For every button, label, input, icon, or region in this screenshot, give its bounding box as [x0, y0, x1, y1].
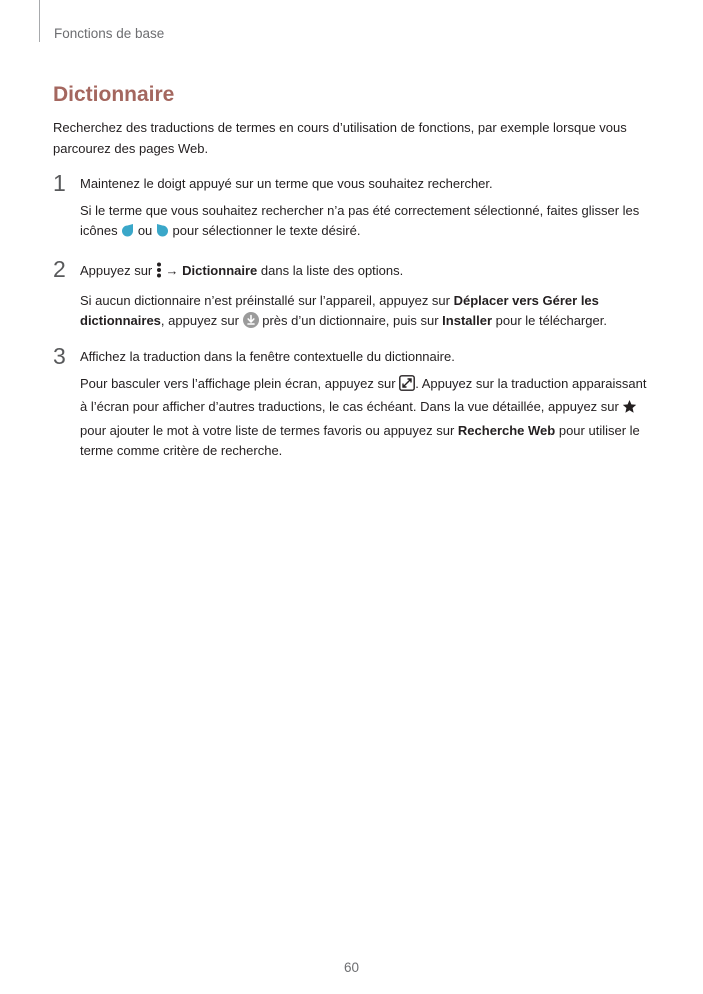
- step-2-main-prefix: Appuyez sur: [80, 263, 153, 278]
- step-3-main: Affichez la traduction dans la fenêtre contextuelle du dictionnaire.: [80, 349, 455, 364]
- arrow-symbol: →: [165, 263, 179, 278]
- step-3-detail: [80, 374, 650, 462]
- step-2-detail-text-4: pour le télécharger.: [495, 313, 607, 328]
- step-3-detail-text-2: . Appuyez sur la traduction apparaissant à l’écran pour afficher d’autres traductions, le cas échéant. Dans la vue détaillée, appuyez sur: [80, 375, 647, 414]
- more-options-icon: [156, 262, 162, 285]
- step-3: [80, 347, 650, 462]
- left-selection-handle-icon: [121, 223, 134, 245]
- step-3-number: 3: [53, 343, 66, 369]
- page-title: Dictionnaire: [53, 83, 175, 106]
- step-1-main: Maintenez le doigt appuyé sur un terme que vous souhaitez rechercher.: [80, 176, 493, 191]
- step-1-detail-or: ou: [137, 223, 153, 238]
- download-icon: [243, 312, 259, 335]
- step-1-detail-text: Si le terme que vous souhaitez rechercher n’a pas été correctement sélectionné, faites glisser les icônes: [80, 202, 640, 238]
- dictionary-option-label: Dictionnaire: [182, 263, 258, 278]
- right-selection-handle-icon: [156, 223, 169, 245]
- step-2-number: 2: [53, 256, 66, 282]
- step-1-number: 1: [53, 170, 66, 196]
- section-header: Fonctions de base: [54, 26, 165, 41]
- step-2: [80, 261, 650, 335]
- step-1-detail: [80, 201, 650, 245]
- step-3-detail-text-3: pour ajouter le mot à votre liste de termes favoris ou appuyez sur: [80, 422, 455, 438]
- intro-paragraph: Recherchez des traductions de termes en cours d’utilisation de fonctions, par exemple lorsque vous parcourez des pages Web.: [53, 120, 627, 156]
- step-1: [80, 174, 650, 245]
- step-2-detail: [80, 291, 650, 335]
- page-number: 60: [343, 960, 360, 975]
- step-2-detail-text: Si aucun dictionnaire n’est préinstallé sur l’appareil, appuyez sur: [80, 292, 450, 308]
- manage-dictionaries-label: Déplacer vers Gérer les dictionnaires: [80, 292, 599, 328]
- web-search-label: Recherche Web: [457, 422, 556, 438]
- expand-fullscreen-icon: [399, 375, 415, 398]
- header-rule: [39, 0, 40, 42]
- step-2-detail-text-3: près d’un dictionnaire, puis sur: [262, 313, 439, 328]
- step-3-detail-text: Pour basculer vers l’affichage plein écran, appuyez sur: [80, 375, 396, 391]
- step-2-main: [80, 261, 650, 285]
- step-2-main-suffix: dans la liste des options.: [260, 263, 404, 278]
- install-label: Installer: [442, 313, 493, 328]
- step-1-detail-text-end: pour sélectionner le texte désiré.: [172, 223, 361, 238]
- step-2-detail-text-2: , appuyez sur: [160, 313, 239, 328]
- step-3-detail-text-4: pour utiliser le terme comme critère de recherche.: [80, 422, 640, 458]
- star-icon: [622, 399, 637, 421]
